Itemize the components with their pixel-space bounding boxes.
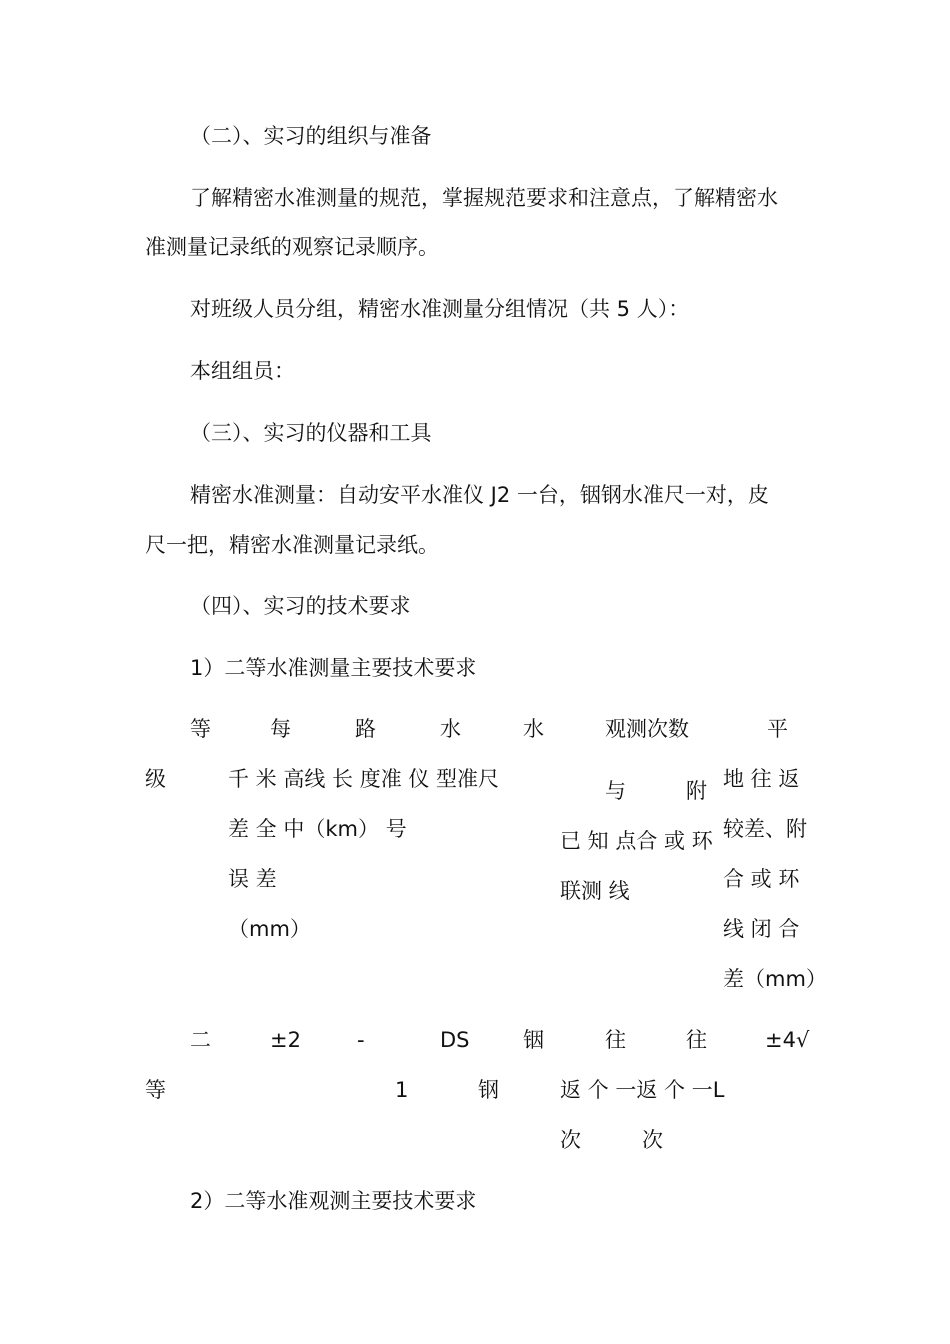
header-cell-grade-2: 级 (145, 767, 166, 791)
header-cell-mid-r2: 千 米 高线 长 度准 仪 型准尺 (228, 767, 500, 791)
header-cell-mid-r5: （mm） (228, 917, 311, 941)
row-cell-obs-r3b: 次 (642, 1128, 663, 1152)
header-cell-right-r3: 较差、附 (723, 817, 807, 841)
header-cell-level-instrument: 水 (440, 717, 461, 741)
header-cell-col6-r3: 已 知 点合 或 环 (560, 829, 713, 853)
header-cell-right-r5: 线 闭 合 (723, 917, 800, 941)
header-cell-level-staff: 水 (523, 717, 544, 741)
header-cell-grade: 等 (190, 717, 211, 741)
row-cell-staff-2: 钢 (478, 1078, 499, 1102)
header-cell-right-r2: 地 往 返 (723, 767, 800, 791)
row-cell-grade: 二 (190, 1028, 211, 1052)
row-cell-obs-r3a: 次 (560, 1128, 581, 1152)
row-cell-obs-r2: 返 个 一返 个 一L (560, 1078, 725, 1102)
header-cell-ya: 与 (605, 779, 626, 803)
header-cell-obs-count: 观测次数 (605, 717, 689, 741)
header-cell-route: 路 (355, 717, 376, 741)
header-cell-flat: 平 (767, 717, 788, 741)
header-cell-mid-r3: 差 全 中（km） 号 (228, 817, 407, 841)
row-cell-obs-1: 往 (605, 1028, 626, 1052)
subsection-2: 2）二等水准观测主要技术要求 (190, 1189, 477, 1213)
paragraph-1-line-1: 了解精密水准测量的规范，掌握规范要求和注意点，了解精密水 (190, 186, 778, 210)
header-cell-right-r6: 差（mm） (723, 967, 827, 991)
section-heading-2: （二）、实习的组织与准备 (190, 124, 432, 148)
header-cell-mid-r4: 误 差 (228, 867, 277, 891)
row-cell-route: - (357, 1028, 365, 1052)
subsection-1: 1）二等水准测量主要技术要求 (190, 656, 477, 680)
section-heading-3: （三）、实习的仪器和工具 (190, 421, 432, 445)
header-cell-per: 每 (270, 717, 291, 741)
header-cell-right-r4: 合 或 环 (723, 867, 800, 891)
paragraph-4-line-1: 精密水准测量：自动安平水准仪 J2 一台，铟钢水准尺一对，皮 (190, 483, 769, 507)
row-cell-grade-2: 等 (145, 1078, 166, 1102)
header-cell-fu: 附 (686, 779, 707, 803)
row-cell-staff: 铟 (523, 1028, 544, 1052)
paragraph-1-line-2: 准测量记录纸的观察记录顺序。 (145, 235, 439, 259)
paragraph-4-line-2: 尺一把，精密水准测量记录纸。 (145, 533, 439, 557)
paragraph-3: 本组组员： (190, 359, 295, 383)
paragraph-2: 对班级人员分组，精密水准测量分组情况（共 5 人）： (190, 297, 690, 321)
row-cell-instrument: DS (440, 1028, 470, 1052)
row-cell-closure: ±4√ (765, 1028, 810, 1052)
section-heading-4: （四）、实习的技术要求 (190, 594, 411, 618)
row-cell-error: ±2 (270, 1028, 301, 1052)
header-cell-col6-r4: 联测 线 (560, 879, 630, 903)
row-cell-obs-2: 往 (686, 1028, 707, 1052)
row-cell-instrument-2: 1 (395, 1078, 409, 1102)
